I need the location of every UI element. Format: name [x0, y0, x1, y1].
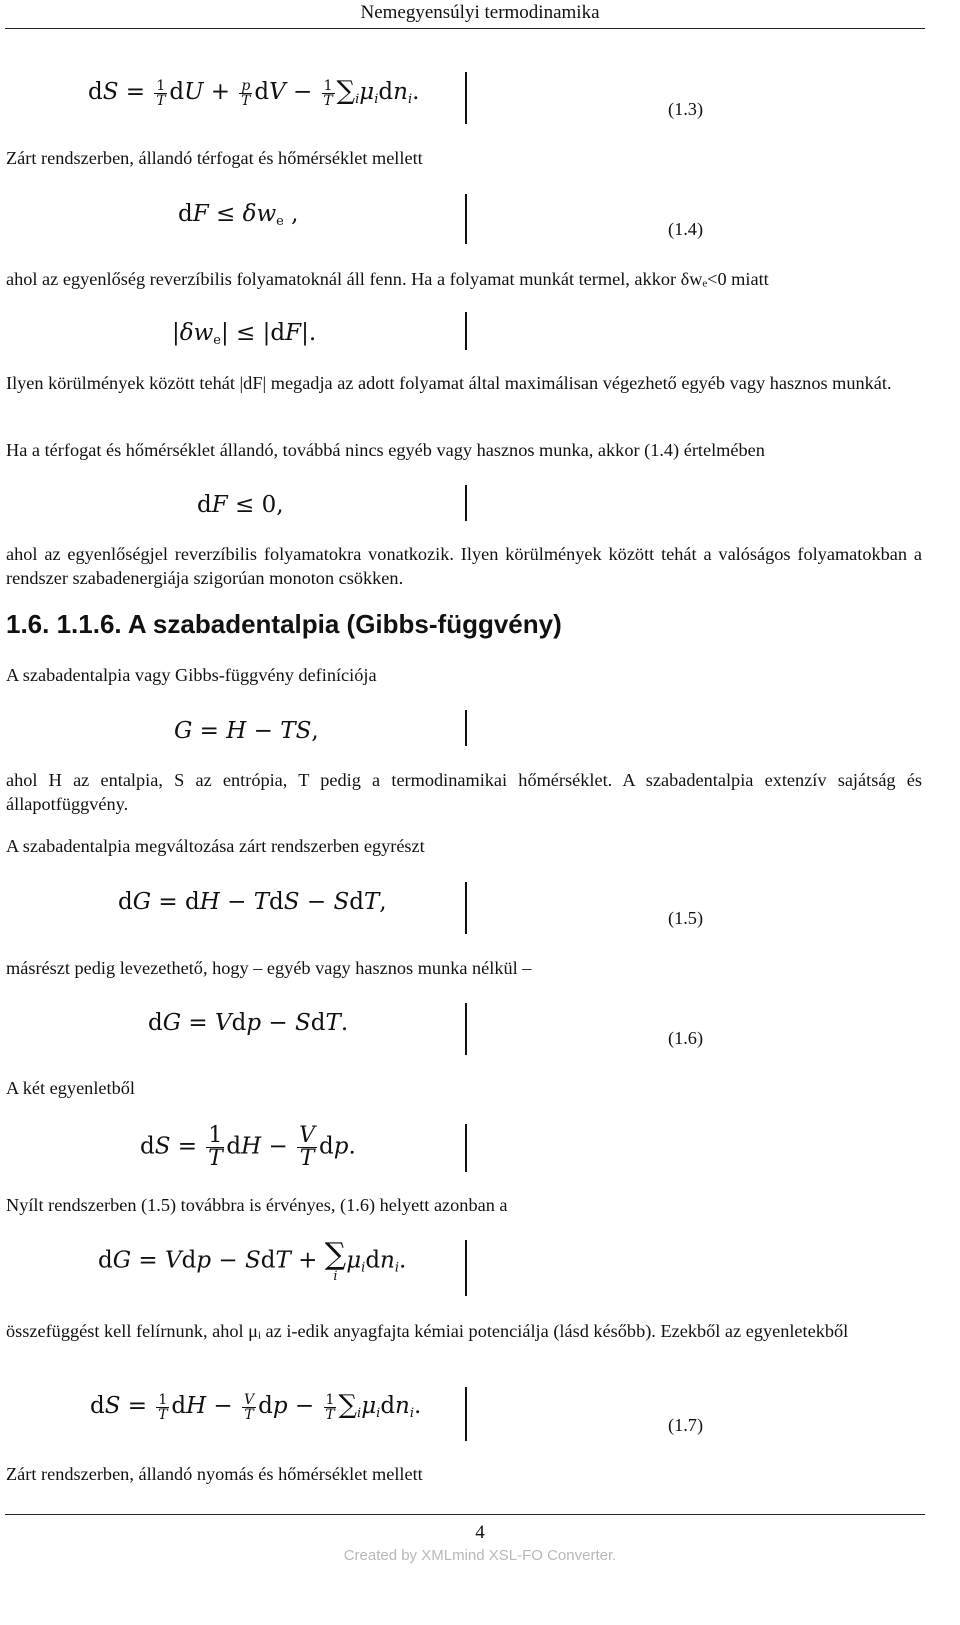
paragraph: másrészt pedig levezethető, hogy – egyéb vagy hasznos munka nélkül – — [6, 958, 532, 978]
equation-gibbs-definition: G = H − TS, — [174, 718, 319, 744]
equation-open-system-gibbs: dG = Vdp − SdT + ∑ i $\mu_idn_i$. — [98, 1237, 407, 1284]
equation-1-5: dG = dH − TdS − SdT, — [118, 889, 387, 915]
equation-1-4: dF ≤ $\delta w_e$ , — [178, 201, 299, 229]
paragraph: Ha a térfogat és hőmérséklet állandó, továbbá nincs egyéb vagy hasznos munka, akkor (1.4) értelmében — [6, 440, 765, 460]
equation-divider — [465, 710, 467, 746]
section-heading: 1.6. 1.1.6. A szabadentalpia (Gibbs-függvény) — [6, 609, 562, 639]
equation-divider — [465, 1240, 467, 1296]
equation-abs-inequality: $|\delta w_e| \le |dF|$. — [172, 320, 317, 348]
created-by-note: Created by XMLmind XSL-FO Converter. — [343, 1547, 617, 1564]
equation-divider — [465, 485, 467, 521]
equation-number: (1.7) — [668, 1415, 704, 1435]
paragraph: Ilyen körülmények között tehát |dF| megadja az adott folyamat által maximálisan végezhető egyéb vagy hasznos munkát. — [6, 373, 892, 393]
paragraph: A szabadentalpia megváltozása zárt rendszerben egyrészt — [6, 836, 425, 856]
equation-number: (1.4) — [668, 219, 704, 239]
paragraph: A szabadentalpia vagy Gibbs-függvény definíciója — [6, 665, 377, 685]
equation-divider — [465, 1387, 467, 1441]
equation-entropy-differential: dS = $\frac{1}{T}$ dH − $\frac{V}{T}$ dp. — [140, 1123, 356, 1171]
equation-df-nonpositive: dF ≤ 0, — [197, 492, 284, 518]
equation-1-7: dS = $\frac{1}{T}$ dH − $\frac{V}{T}$ dp − $\frac{1}{T}$ $\sum_i\mu_idn_i$. — [90, 1390, 422, 1423]
equation-divider — [465, 194, 467, 244]
equation-number: (1.6) — [668, 1028, 704, 1048]
paragraph: ahol H az entalpia, S az entrópia, T pedig a termodinamikai hőmérséklet. A szabadentalpia extenzív sajátság és állapotfüggvény. — [6, 770, 922, 814]
paragraph: A két egyenletből — [6, 1078, 135, 1098]
footer-rule — [5, 1514, 925, 1515]
equation-number: (1.5) — [668, 908, 704, 928]
equation-divider — [465, 1003, 467, 1055]
equation-divider — [465, 1124, 467, 1172]
equation-number: (1.3) — [668, 99, 704, 119]
paragraph: Zárt rendszerben, állandó térfogat és hőmérséklet mellett — [6, 148, 423, 168]
equation-divider — [465, 72, 467, 124]
paragraph: Zárt rendszerben, állandó nyomás és hőmérséklet mellett — [6, 1464, 423, 1484]
paragraph: ahol az egyenlőségjel reverzíbilis folyamatokra vonatkozik. Ilyen körülmények között tehát a valóságos folyamatokban a rendszer szabadenergiája szigorúan monoton csökken. — [6, 544, 922, 588]
equation-divider — [465, 312, 467, 350]
page-number: 4 — [475, 1522, 485, 1543]
equation-1-3: dS = $\frac{1}{T}$ dU + $\frac{p}{T}$ dV − $\frac{1}{T}$ $\sum_i\mu_idn_i$. — [88, 76, 420, 109]
equation-1-6: dG = Vdp − SdT. — [148, 1010, 349, 1036]
header-rule — [5, 28, 925, 29]
equation-divider — [465, 882, 467, 934]
page-header-title: Nemegyensúlyi termodinamika — [360, 2, 600, 23]
paragraph: Nyílt rendszerben (1.5) továbbra is érvényes, (1.6) helyett azonban a — [6, 1195, 508, 1215]
paragraph: ahol az egyenlőség reverzíbilis folyamatoknál áll fenn. Ha a folyamat munkát termel, akkor δwₑ<0 miatt — [6, 269, 769, 289]
paragraph: összefüggést kell felírnunk, ahol μᵢ az i-edik anyagfajta kémiai potenciálja (lásd később). Ezekből az egyenletekből — [6, 1321, 849, 1341]
